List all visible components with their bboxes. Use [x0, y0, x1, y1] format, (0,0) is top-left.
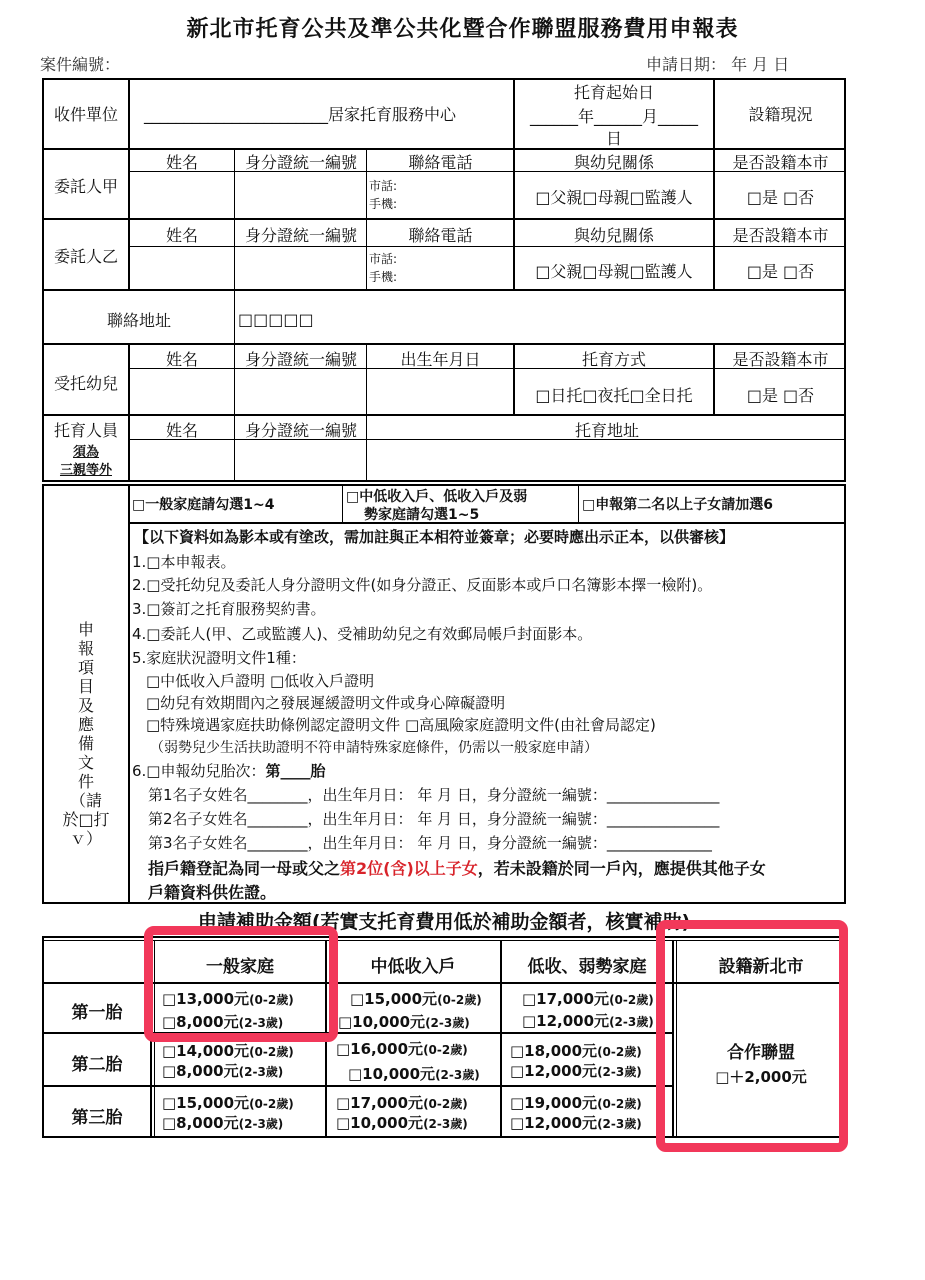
doc-item-5d: （弱勢兒少生活扶助證明不符申請特殊家庭條件，仍需以一般家庭申請） [150, 740, 598, 756]
child-col-birth: 出生年月日 [400, 350, 481, 369]
caregiver-col-address: 托育地址 [574, 421, 639, 440]
subsidy-row-2-label: 第二胎 [71, 1055, 123, 1075]
doc-item-4[interactable]: 4.□委託人(甲、乙或監護人)、受補助幼兒之有效郵局帳戶封面影本。 [132, 625, 593, 643]
form-title: 新北市托育公共及準公共化暨合作聯盟服務費用申報表 [186, 17, 739, 42]
subsidy-row-3-low-2-3[interactable]: □12,000元(2-3歲) [510, 1114, 642, 1132]
sibling-1-line[interactable]: 第1名子女姓名________，出生年月日： 年 月 日，身分證統一編號：_______________ [148, 786, 720, 804]
client-a-col-resident: 是否設籍本市 [732, 153, 829, 172]
client-b-resident-options[interactable]: □是 □否 [746, 262, 815, 281]
receive-unit-field[interactable]: _______________________居家托育服務中心 [144, 105, 457, 124]
subsidy-row-2-general-2-3[interactable]: □8,000元(2-3歲) [162, 1062, 284, 1080]
caregiver-note-line2: 三親等外 [59, 463, 112, 478]
subsidy-col-midlow: 中低收入戶 [370, 957, 456, 977]
subsidy-title: 申請補助金額(若實支托育費用低於補助金額者，核實補助) [197, 911, 691, 933]
subsidy-col-low: 低收、弱勢家庭 [527, 957, 647, 977]
receive-unit-label: 收件單位 [53, 105, 118, 124]
subsidy-row-3-label: 第三胎 [71, 1108, 123, 1128]
client-a-col-phone: 聯絡電話 [408, 153, 473, 172]
subsidy-row-2-midlow-2-3[interactable]: □10,000元(2-3歲) [348, 1065, 480, 1083]
sibling-3-line[interactable]: 第3名子女姓名________，出生年月日： 年 月 日，身分證統一編號：______________ [148, 834, 712, 852]
child-label: 受托幼兒 [53, 374, 118, 393]
child-col-mode: 托育方式 [581, 350, 646, 369]
client-a-relation-options[interactable]: □父親□母親□監護人 [535, 188, 693, 207]
start-date-field[interactable]: ______年______月_____ [529, 107, 698, 126]
caregiver-label: 托育人員 [53, 421, 118, 440]
alliance-title: 合作聯盟 [727, 1043, 795, 1063]
child-col-name: 姓名 [165, 350, 198, 369]
client-b-col-id: 身分證統一編號 [244, 226, 357, 245]
highlight-alliance [656, 920, 848, 1152]
subsidy-col-general: 一般家庭 [206, 957, 274, 977]
doc-item-2[interactable]: 2.□受托幼兒及委託人身分證明文件(如身分證正、反面影本或戶口名簿影本擇一檢附)。 [132, 576, 713, 594]
case-number-label: 案件編號： [40, 55, 121, 74]
subsidy-row-2-general-0-2[interactable]: □14,000元(0-2歲) [162, 1042, 294, 1060]
client-a-phone-mobile[interactable]: 手機: [369, 197, 398, 211]
doc-item-3[interactable]: 3.□簽訂之托育服務契約書。 [132, 600, 326, 618]
doc-item-1[interactable]: 1.□本申報表。 [132, 553, 236, 571]
client-a-col-name: 姓名 [165, 153, 198, 172]
subsidy-row-1-low-2-3[interactable]: □12,000元(2-3歲) [522, 1012, 654, 1030]
client-a-col-id: 身分證統一編號 [244, 153, 357, 172]
subsidy-row-1-low-0-2[interactable]: □17,000元(0-2歲) [522, 990, 654, 1008]
declaration-side-label: 申 報 項 目 及 應 備 文 件 （請 於□打 ｖ） [62, 620, 110, 848]
household-status-label: 設籍現況 [748, 105, 813, 124]
doc-item-6[interactable]: 6.□申報幼兒胎次：第____胎 [132, 762, 326, 780]
doc-item-5b[interactable]: □幼兒有效期間內之發展遲緩證明文件或身心障礙證明 [146, 694, 506, 712]
subsidy-row-3-midlow-2-3[interactable]: □10,000元(2-3歲) [336, 1114, 468, 1132]
subsidy-row-1-label: 第一胎 [71, 1003, 123, 1023]
option-low-income-line2: 勢家庭請勾選1~5 [364, 507, 480, 523]
client-b-col-resident: 是否設籍本市 [732, 226, 829, 245]
option-second-child[interactable]: □申報第二名以上子女請加選6 [582, 497, 773, 513]
client-b-phone-mobile[interactable]: 手機: [369, 270, 398, 284]
child-mode-options[interactable]: □日托□夜托□全日托 [535, 386, 693, 405]
caregiver-note-line1: 須為 [72, 445, 99, 460]
sibling-2-line[interactable]: 第2名子女姓名________，出生年月日： 年 月 日，身分證統一編號：_______________ [148, 810, 720, 828]
doc-item-5: 5.家庭狀況證明文件1種： [132, 649, 306, 667]
subsidy-row-2-midlow-0-2[interactable]: □16,000元(0-2歲) [336, 1040, 468, 1058]
sibling-note-line2: 戶籍資料供佐證。 [148, 883, 277, 902]
start-date-label: 托育起始日 [573, 83, 654, 102]
subsidy-row-3-midlow-0-2[interactable]: □17,000元(0-2歲) [336, 1094, 468, 1112]
subsidy-row-2-low-0-2[interactable]: □18,000元(0-2歲) [510, 1042, 642, 1060]
subsidy-row-3-general-0-2[interactable]: □15,000元(0-2歲) [162, 1094, 294, 1112]
child-col-resident: 是否設籍本市 [732, 350, 829, 369]
highlight-general-family [144, 926, 338, 1042]
subsidy-row-3-low-0-2[interactable]: □19,000元(0-2歲) [510, 1094, 642, 1112]
subsidy-row-3-general-2-3[interactable]: □8,000元(2-3歲) [162, 1114, 284, 1132]
subsidy-row-1-general-2-3[interactable]: □8,000元(2-3歲) [162, 1013, 284, 1031]
doc-item-5c[interactable]: □特殊境遇家庭扶助條例認定證明文件 □高風險家庭證明文件(由社會局認定) [146, 716, 656, 734]
client-a-resident-options[interactable]: □是 □否 [746, 188, 815, 207]
caregiver-col-id: 身分證統一編號 [244, 421, 357, 440]
doc-item-5a[interactable]: □中低收入戶證明 □低收入戶證明 [146, 672, 375, 690]
client-b-col-relation: 與幼兒關係 [573, 226, 654, 245]
subsidy-row-2-low-2-3[interactable]: □12,000元(2-3歲) [510, 1062, 642, 1080]
client-b-label: 委託人乙 [53, 247, 118, 266]
subsidy-row-1-general-0-2[interactable]: □13,000元(0-2歲) [162, 990, 294, 1008]
client-a-col-relation: 與幼兒關係 [573, 153, 654, 172]
alliance-amount[interactable]: □＋2,000元 [715, 1068, 807, 1086]
subsidy-row-1-midlow-0-2[interactable]: □15,000元(0-2歲) [350, 990, 482, 1008]
child-resident-options[interactable]: □是 □否 [746, 386, 815, 405]
address-postal-boxes[interactable]: □□□□□ [238, 310, 314, 329]
client-b-phone-city[interactable]: 市話: [369, 252, 398, 266]
client-b-relation-options[interactable]: □父親□母親□監護人 [535, 262, 693, 281]
option-general-family[interactable]: □一般家庭請勾選1~4 [132, 497, 275, 513]
apply-date-label: 申請日期： 年 月 日 [646, 55, 790, 74]
start-date-day: 日 [605, 129, 622, 148]
caregiver-col-name: 姓名 [165, 421, 198, 440]
child-col-id: 身分證統一編號 [244, 350, 357, 369]
subsidy-col-resident: 設籍新北市 [718, 957, 804, 977]
subsidy-row-1-midlow-2-3[interactable]: □10,000元(2-3歲) [338, 1013, 470, 1031]
client-b-col-name: 姓名 [165, 226, 198, 245]
address-label: 聯絡地址 [106, 311, 171, 330]
sibling-note: 指戶籍登記為同一母或父之第2位(含)以上子女，若未設籍於同一戶內，應提供其他子女 [148, 859, 766, 878]
client-a-phone-city[interactable]: 市話: [369, 179, 398, 193]
client-a-label: 委託人甲 [53, 177, 118, 196]
option-low-income-line1[interactable]: □中低收入戶、低收入戶及弱 [346, 489, 528, 505]
declaration-notice: 【以下資料如為影本或有塗改，需加註與正本相符並簽章；必要時應出示正本，以供審核】 [134, 528, 735, 546]
client-b-col-phone: 聯絡電話 [408, 226, 473, 245]
